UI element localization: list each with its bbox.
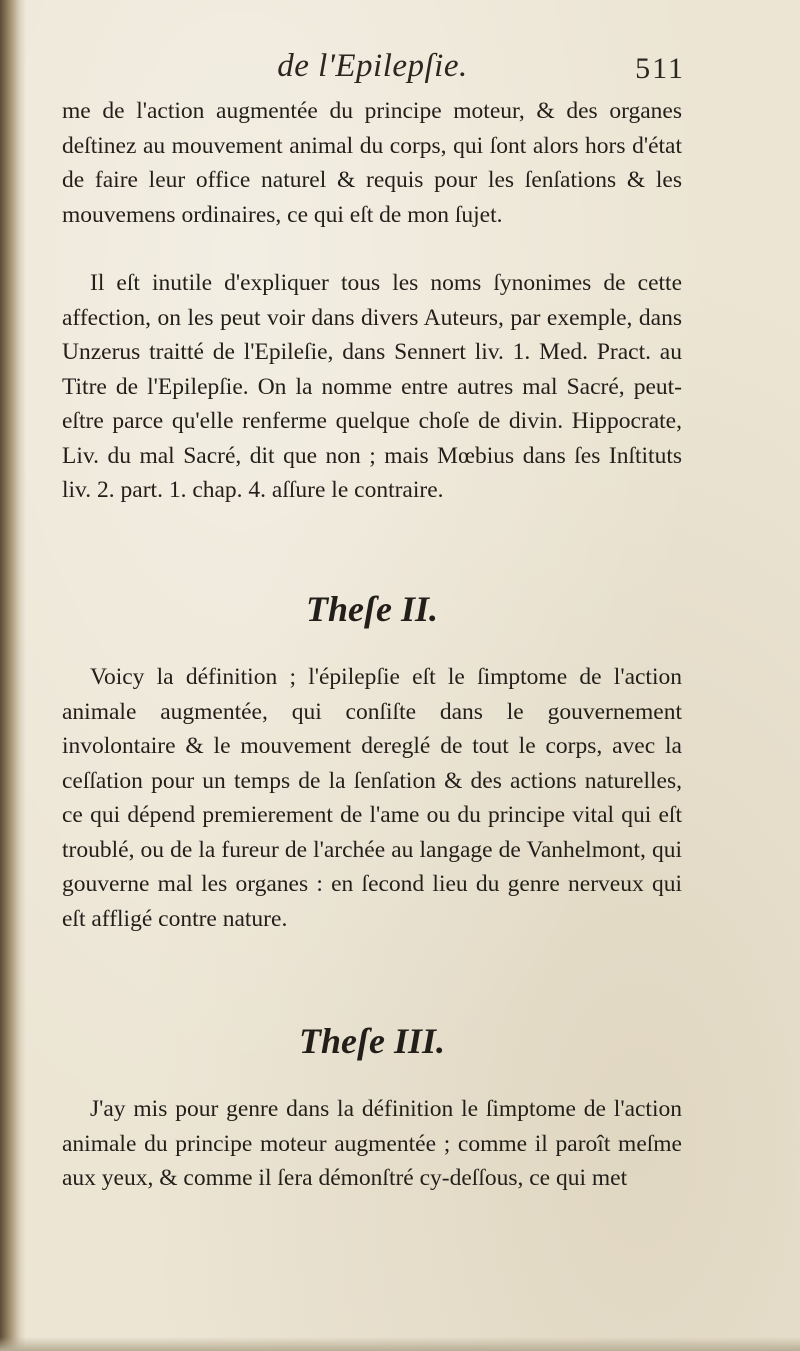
book-gutter (0, 0, 26, 1351)
page-header (60, 48, 685, 94)
heading-these-3: Theſe III. (299, 1021, 445, 1061)
page-bottom-edge (0, 1337, 800, 1351)
running-head: de l'Epilepſie. (277, 48, 468, 84)
paragraph-synonyms: Il eſt inutile d'expliquer tous les noms ſynonimes de cette affection, on les peut voir dans divers Auteurs, par exemple, dans Unzerus traitté de l'Epileſie, dans Sennert liv. 1. Med. Pract. au Titre de l'Epilepſie. On la nomme entre autres mal Sacré, peut-eſtre parce qu'elle renferme quelque choſe de divin. Hippocrate, Liv. du mal Sacré, dit que non ; mais Mœbius dans ſes Inſtituts liv. 2. part. 1. chap. 4. aſſure le contraire. (62, 270, 682, 503)
paragraph-continuation: me de l'action augmentée du principe moteur, & des organes deſtinez au mouvement animal du corps, qui ſont alors hors d'état de faire leur office naturel & requis pour les ſenſations & les mouvemens ordinaires, ce qui eſt de mon ſujet. (62, 98, 682, 228)
paragraph-definition: Voicy la définition ; l'épilepſie eſt le ſimptome de l'action animale augmentée, qui conſiſte dans le gouvernement involontaire & le mouvement dereglé de tout le corps, avec la ceſſation pour un temps de la ſenſation & des actions naturelles, ce qui dépend premierement de l'ame ou du principe vital qui eſt troublé, ou de la fureur de l'archée au langage de Vanhelmont, qui gouverne mal les organes : en ſecond lieu du genre nerveux qui eſt affligé contre nature. (62, 664, 682, 932)
page-number: 511 (635, 52, 685, 85)
paragraph-genre: J'ay mis pour genre dans la définition le ſimptome de l'action animale du principe moteur augmentée ; comme il paroît meſme aux yeux, & comme il ſera démonſtré cy-deſſous, ce qui met (62, 1096, 682, 1191)
heading-these-2: Theſe II. (306, 589, 438, 629)
